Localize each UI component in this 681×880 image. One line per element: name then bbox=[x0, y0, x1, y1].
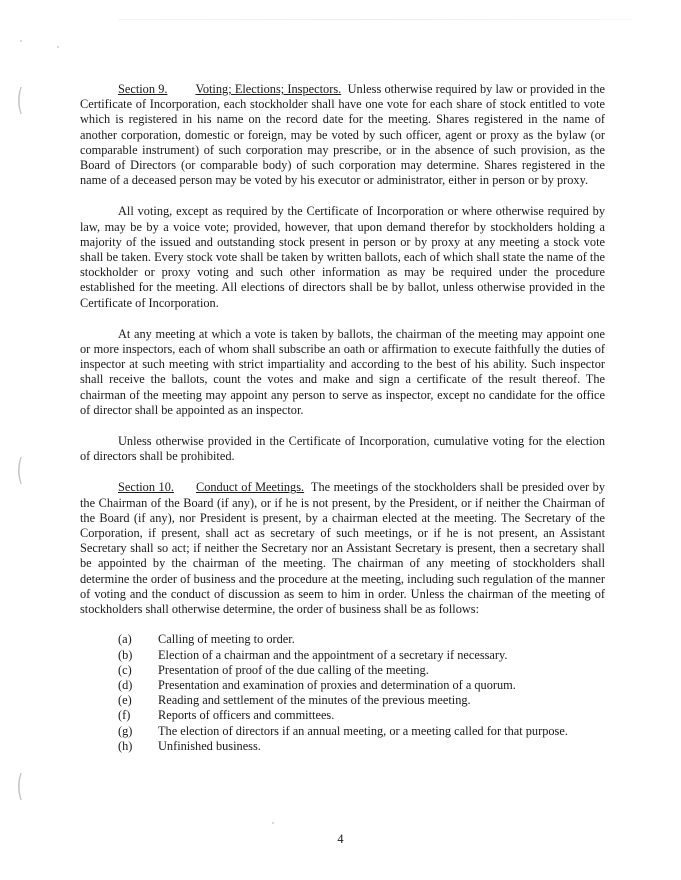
hole-punch-mark: ( bbox=[16, 769, 24, 804]
scan-artifact-dot bbox=[272, 822, 274, 824]
section-10-title: Conduct of Meetings. bbox=[195, 480, 305, 495]
list-item: (a) Calling of meeting to order. bbox=[118, 632, 295, 647]
list-item: (c) Presentation of proof of the due calling of the meeting. bbox=[118, 662, 429, 677]
document-body bbox=[80, 82, 605, 754]
section-9-paragraph-1 bbox=[80, 82, 605, 188]
section-9-paragraph-3: At any meeting at which a vote is taken by ballots, the chairman of the meeting may appoint one or more inspectors, each of whom shall subscribe an oath or affirmation to execute faithfully the duties of inspector at such meeting with strict impartiality and according to the best of his ability. Such inspector shall receive the ballots, count the votes and make and sign a certificate of the result thereof. The chairman of the meeting may appoint any person to serve as inspector, except no candidate for the office of director shall be appointed as an inspector. bbox=[80, 326, 605, 417]
section-9-paragraph-4: Unless otherwise provided in the Certificate of Incorporation, cumulative voting for the election of directors shall be prohibited. bbox=[80, 434, 605, 464]
scan-artifact-line bbox=[118, 19, 633, 20]
hole-punch-mark: ( bbox=[16, 83, 24, 118]
section-9-paragraph-2: All voting, except as required by the Certificate of Incorporation or where otherwise required by law, may be by a voice vote; provided, however, that upon demand therefor by stockholders holding a majority of the issued and outstanding stock present in person or by proxy at any meeting a stock vote shall be taken. Every stock vote shall be taken by written ballots, each of which shall state the name of the stockholder or proxy voting and such other information as may be required under the procedure established for the meeting. All elections of directors shall be by ballot, unless otherwise provided in the Certificate of Incorporation. bbox=[80, 204, 605, 310]
section-9-title: Voting; Elections; Inspectors. bbox=[195, 82, 342, 96]
scan-artifact-dot bbox=[57, 46, 59, 48]
section-9-number: Section 9. bbox=[118, 82, 168, 96]
section-9-text: Unless otherwise required by law or provided in the Certificate of Incorporation, each stockholder shall have one vote for each share of stock entitled to vote which is registered in his name on the record date for the meeting. Shares registered in the name of another corporation, domestic or foreign, may be voted by such officer, agent or proxy as the bylaw (or comparable instrument) of such corporation may prescribe, or in the absence of such provision, as the Board of Directors (or comparable body) of such corporation may determine. Shares registered in the name of a deceased person may be voted by his executor or administrator, either in person or by proxy. bbox=[80, 82, 606, 188]
list-item: (b) Election of a chairman and the appointment of a secretary if necessary. bbox=[118, 647, 508, 662]
section-10-paragraph-1 bbox=[80, 480, 605, 617]
list-item: (e) Reading and settlement of the minutes of the previous meeting. bbox=[118, 693, 471, 708]
page-number: 4 bbox=[337, 832, 344, 846]
section-10-number: Section 10. bbox=[118, 480, 174, 495]
hole-punch-mark: ( bbox=[16, 453, 24, 488]
list-item: (d) Presentation and examination of proxies and determination of a quorum. bbox=[118, 677, 516, 692]
section-10-text: The meetings of the stockholders shall be presided over by the Chairman of the Board (if any), or if he is not present, by the President, or if neither the Chairman of the Board (if any), nor President is present, by a chairman elected at the meeting. The Secretary of the Corporation, if present, shall act as secretary of such meetings, or if he is not present, an Assistant Secretary shall so act; if neither the Secretary nor an Assistant Secretary is present, then a secretary shall be appointed by the chairman of the meeting. The chairman of any meeting of stockholders shall determine the order of business and the procedure at the meeting, including such regulation of the manner of voting and the conduct of discussion as seem to him in order. Unless the chairman of the meeting of stockholders shall otherwise determine, the order of business shall be as follows: bbox=[80, 480, 606, 617]
list-item: (f) Reports of officers and committees. bbox=[118, 708, 335, 723]
list-item: (h) Unfinished business. bbox=[118, 738, 261, 753]
list-item: (g) The election of directors if an annual meeting, or a meeting called for that purpose. bbox=[118, 723, 568, 738]
order-of-business-list bbox=[80, 632, 605, 754]
scan-artifact-dot bbox=[20, 40, 22, 42]
